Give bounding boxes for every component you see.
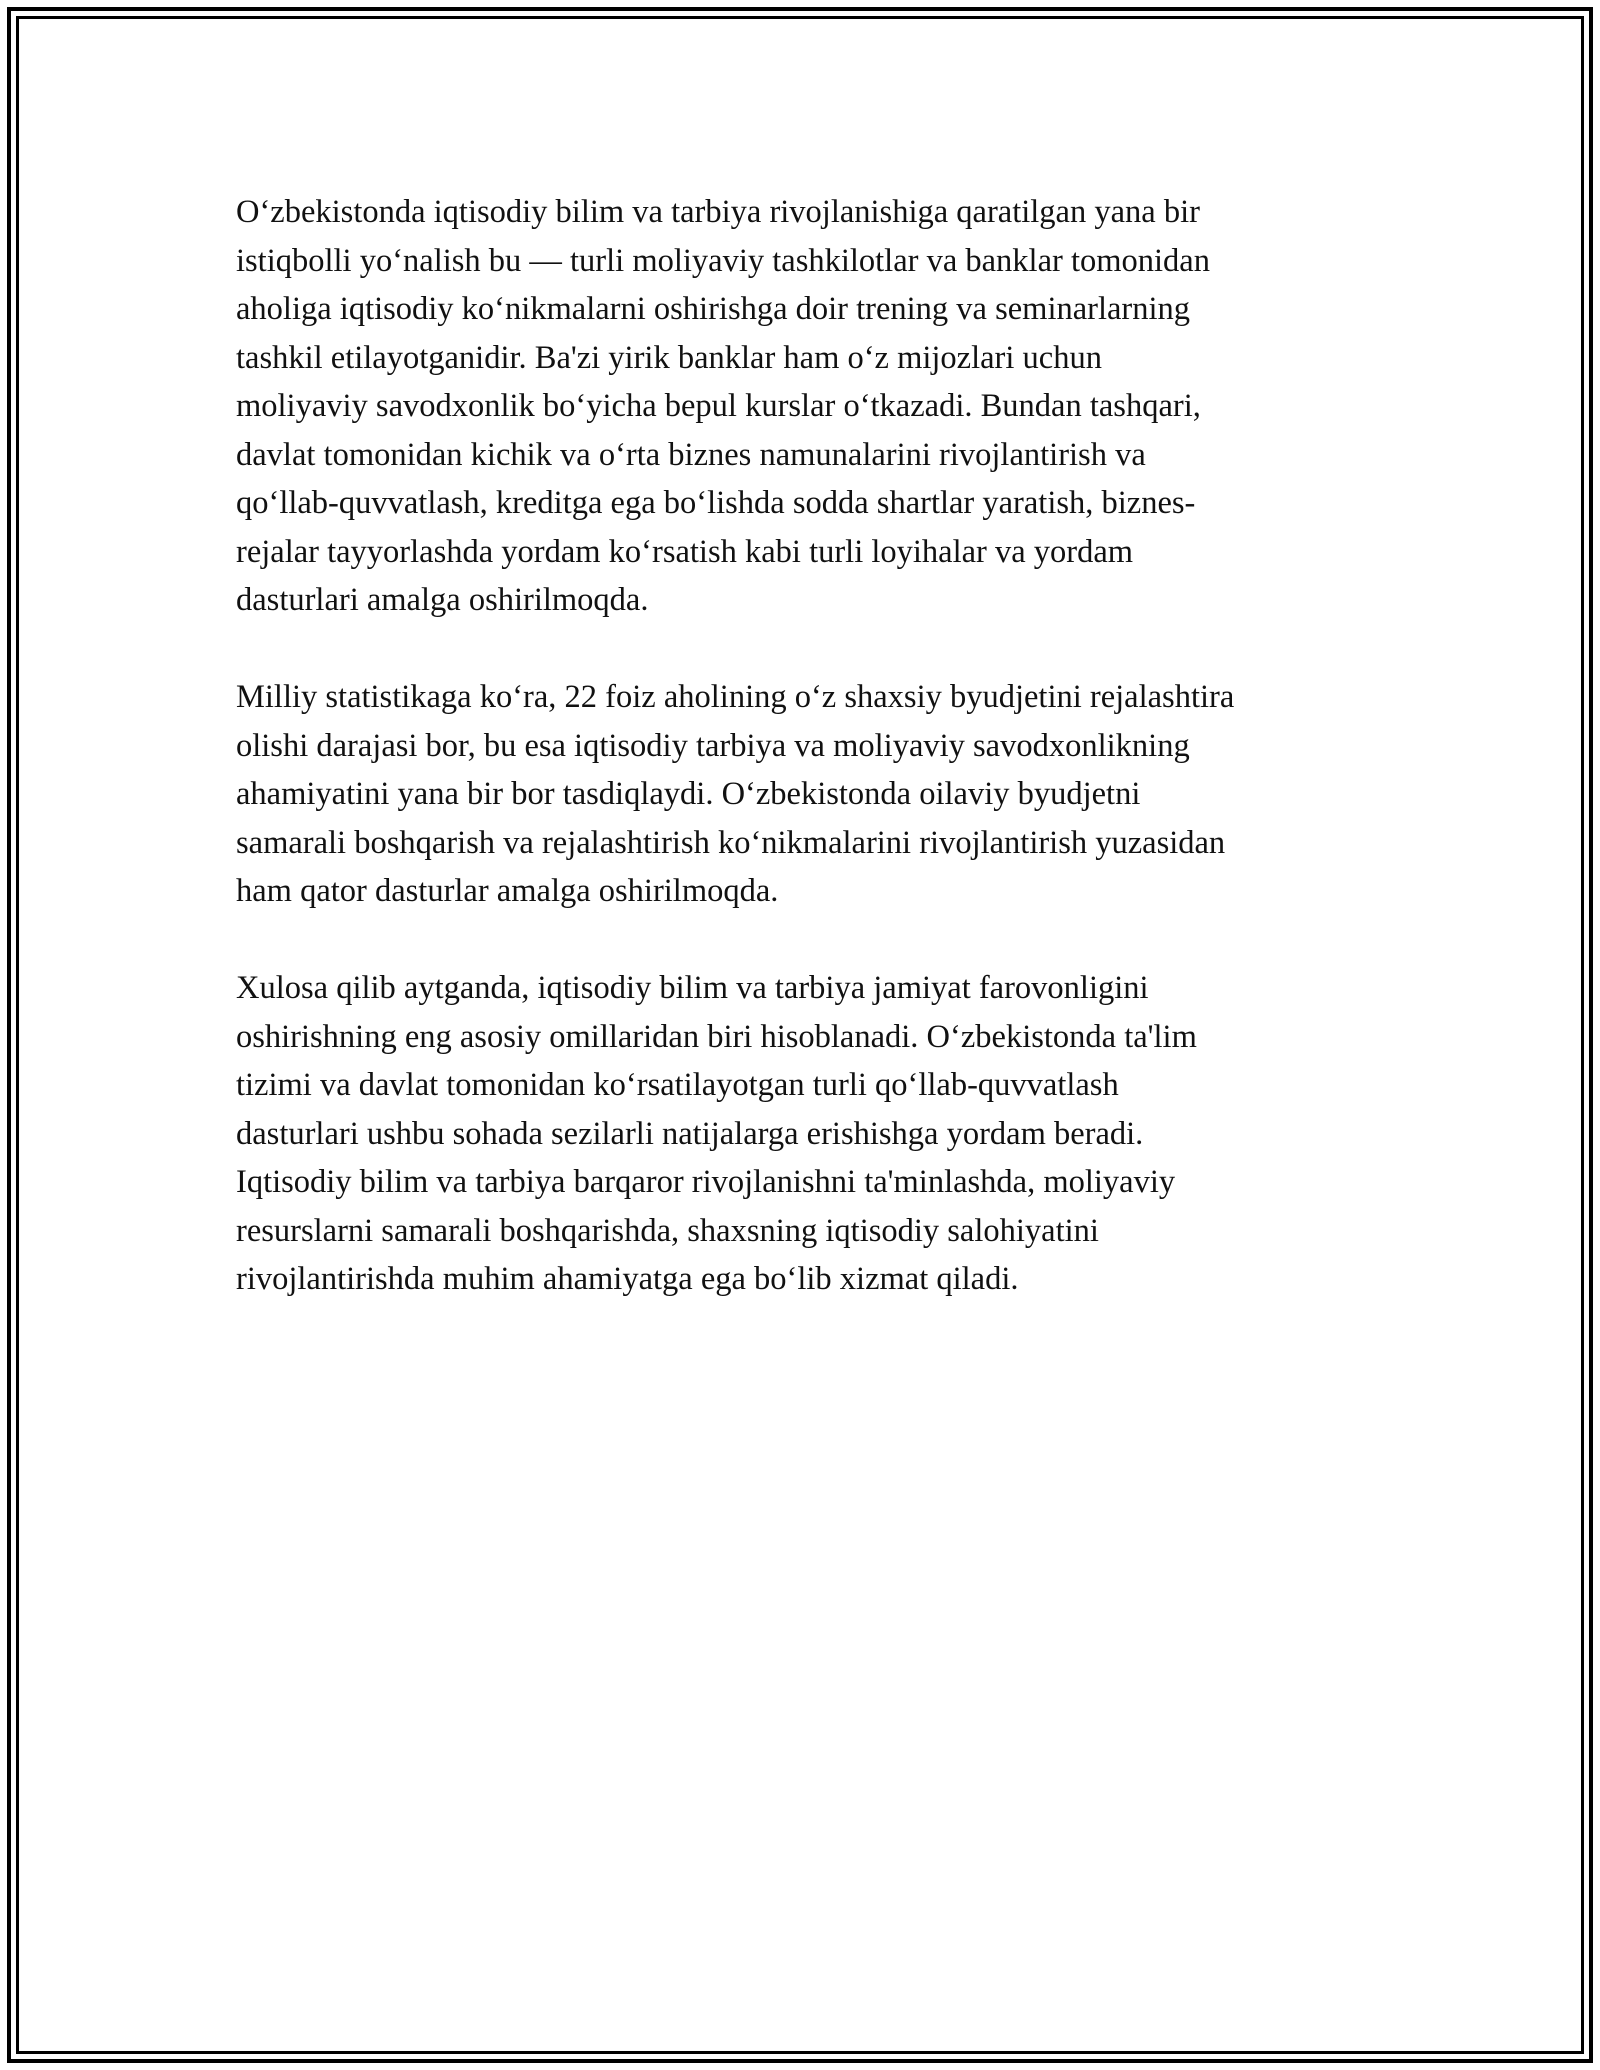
paragraph-3: Xulosa qilib aytganda, iqtisodiy bilim va tarbiya jamiyat farovonligini oshirishning eng asosiy omillaridan biri hisoblanadi. O‘zbekistonda ta'lim tizimi va davlat tomonidan ko‘rsatilayotgan turli qo‘llab-quvvatlash dasturlari ushbu sohada sezilarli natijalarga erishishga yordam beradi. Iqtisodiy bilim va tarbiya barqaror rivojlanishni ta'minlashda, moliyaviy resurslarni samarali boshqarishda, shaxsning iqtisodiy salohiyatini rivojlantirishda muhim ahamiyatga ega bo‘lib xizmat qiladi. xyxy=(236,970,1197,1297)
paragraph-2: Milliy statistikaga ko‘ra, 22 foiz aholining o‘z shaxsiy byudjetini rejalashtira olishi darajasi bor, bu esa iqtisodiy tarbiya va moliyaviy savodxonlikning ahamiyatini yana bir bor tasdiqlaydi. O‘zbekistonda oilaviy byudjetni samarali boshqarish va rejalashtirish ko‘nikmalarini rivojlantirish yuzasidan ham qator dasturlar amalga oshirilmoqda. xyxy=(236,679,1235,909)
document-body xyxy=(236,188,1376,1352)
paragraph-1: O‘zbekistonda iqtisodiy bilim va tarbiya rivojlanishiga qaratilgan yana bir istiqbolli yo‘nalish bu — turli moliyaviy tashkilotlar va banklar tomonidan aholiga iqtisodiy ko‘nikmalarni oshirishga doir trening va seminarlarning tashkil etilayotganidir. Ba'zi yirik banklar ham o‘z mijozlari uchun moliyaviy savodxonlik bo‘yicha bepul kurslar o‘tkazadi. Bundan tashqari, davlat tomonidan kichik va o‘rta biznes namunalarini rivojlantirish va qo‘llab-quvvatlash, kreditga ega bo‘lishda sodda shartlar yaratish, biznes- rejalar tayyorlashda yordam ko‘rsatish kabi turli loyihalar va yordam dasturlari amalga oshirilmoqda. xyxy=(236,194,1210,618)
